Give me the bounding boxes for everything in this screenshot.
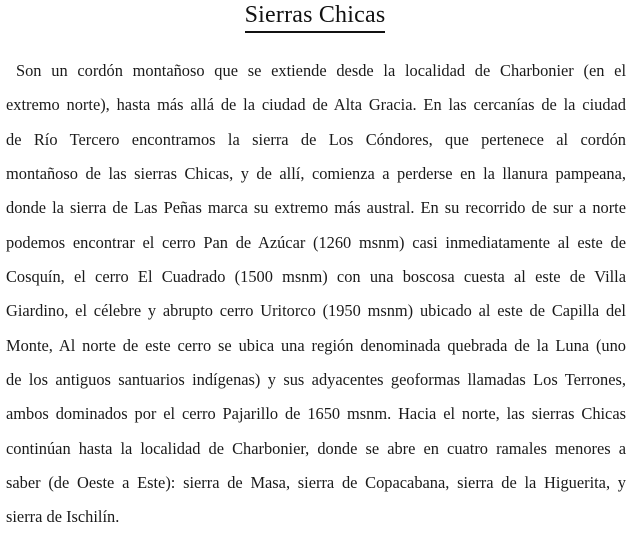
paragraph-line-6: podemos encontrar el cerro Pan de Azúcar (1260 msnm) casi inmediatamente al este de bbox=[6, 232, 626, 252]
paragraph-line-7: Cosquín, el cerro El Cuadrado (1500 msnm) con una boscosa cuesta al este de Villa bbox=[6, 267, 626, 287]
paragraph-line-8: Giardino, el célebre y abrupto cerro Uritorco (1950 msnm) ubicado al este de Capilla del bbox=[6, 301, 626, 321]
paragraph-line-12: continúan hasta la localidad de Charbonier, donde se abre en cuatro ramales menores a bbox=[6, 438, 626, 458]
paragraph-line-1: Son un cordón montañoso que se extiende desde la localidad de Charbonier (en el bbox=[16, 61, 626, 80]
paragraph-line-11: ambos dominados por el cerro Pajarillo de 1650 msnm. Hacia el norte, las sierras Chicas bbox=[6, 404, 626, 424]
paragraph-line-4: montañoso de las sierras Chicas, y de allí, comienza a perderse en la llanura pampeana, bbox=[6, 164, 626, 184]
paragraph-line-10: de los antiguos santuarios indígenas) y sus adyacentes geoformas llamadas Los Terrones, bbox=[6, 370, 626, 390]
paragraph-line-3: de Río Tercero encontramos la sierra de Los Cóndores, que pertenece al cordón bbox=[6, 129, 626, 149]
document-title: Sierras Chicas bbox=[245, 0, 386, 33]
paragraph-line-5: donde la sierra de Las Peñas marca su extremo más austral. En su recorrido de sur a norte bbox=[6, 198, 626, 218]
paragraph-line-9: Monte, Al norte de este cerro se ubica una región denominada quebrada de la Luna (uno bbox=[6, 335, 626, 355]
paragraph-line-14: sierra de Ischilín. bbox=[6, 507, 120, 527]
article-paragraph bbox=[6, 54, 626, 535]
paragraph-line-13: saber (de Oeste a Este): sierra de Masa, sierra de Copacabana, sierra de la Higuerita, y bbox=[6, 473, 626, 493]
title-container bbox=[0, 0, 630, 33]
paragraph-line-2: extremo norte), hasta más allá de la ciudad de Alta Gracia. En las cercanías de la ciudad bbox=[6, 95, 626, 115]
